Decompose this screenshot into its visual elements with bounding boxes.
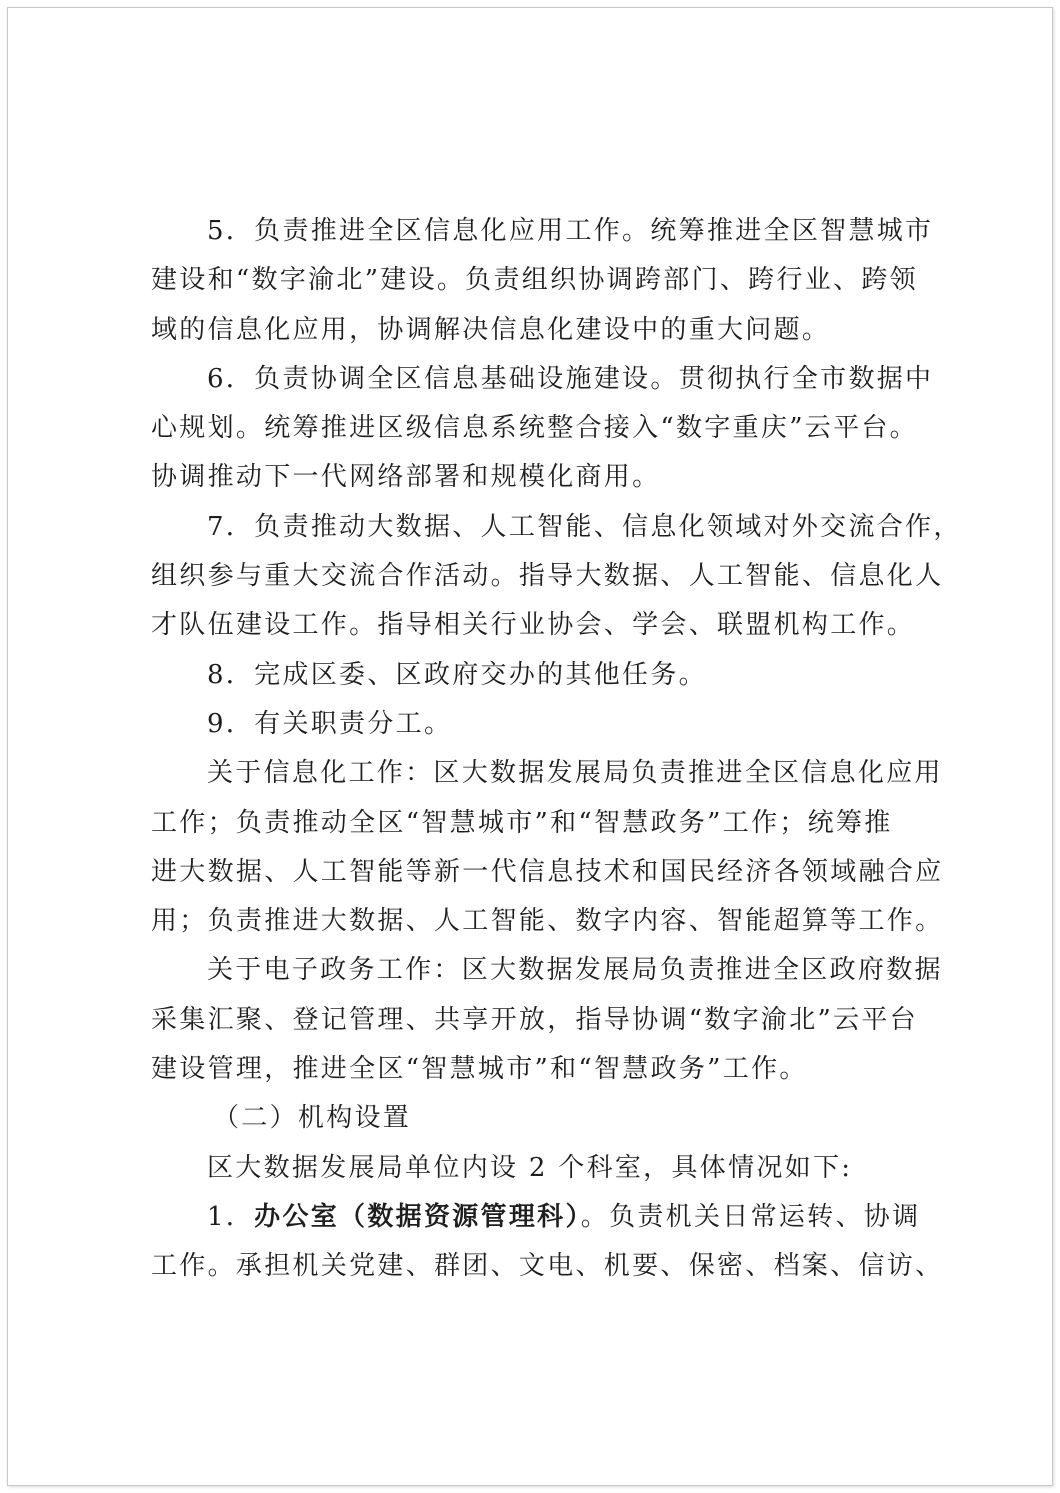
document-page [7, 7, 1053, 1486]
document-body [151, 207, 962, 1292]
section-heading: （二）机构设置 [213, 1103, 412, 1134]
paragraph-line: 工作；负责推动全区“智慧城市”和“智慧政务”工作；统筹推 [151, 807, 893, 838]
paragraph-line: 采集汇聚、登记管理、共享开放，指导协调“数字渝北”云平台 [151, 1004, 918, 1035]
paragraph-line: 8．完成区委、区政府交办的其他任务。 [207, 659, 707, 690]
paragraph-line: 关于电子政务工作：区大数据发展局负责推进全区政府数据 [207, 955, 943, 986]
paragraph-line: 进大数据、人工智能等新一代信息技术和国民经济各领域融合应 [151, 856, 944, 887]
paragraph-line: 区大数据发展局单位内设 2 个科室，具体情况如下: [207, 1152, 853, 1183]
item-text: 。负责机关日常运转、协调 [580, 1201, 921, 1232]
paragraph-line: 5．负责推进全区信息化应用工作。统筹推进全区智慧城市 [207, 216, 934, 246]
paragraph-line: 域的信息化应用，协调解决信息化建设中的重大问题。 [151, 314, 831, 345]
office-name: 办公室（数据资源管理科） [254, 1201, 581, 1232]
paragraph-line: 协调推动下一代网络部署和规模化商用。 [151, 462, 661, 493]
paragraph-line: 9．有关职责分工。 [207, 708, 453, 739]
paragraph-line: 才队伍建设工作。指导相关行业协会、学会、联盟机构工作。 [151, 610, 916, 641]
paragraph-line [151, 1193, 927, 1242]
paragraph-line: 7．负责推动大数据、人工智能、信息化领域对外交流合作， [207, 511, 962, 542]
paragraph-line: 建设管理，推进全区“智慧城市”和“智慧政务”工作。 [151, 1054, 808, 1085]
paragraph-line: 用；负责推进大数据、人工智能、数字内容、智能超算等工作。 [151, 906, 944, 937]
paragraph-line: 建设和“数字渝北”建设。负责组织协调跨部门、跨行业、跨领 [151, 265, 918, 296]
paragraph-line: 心规划。统筹推进区级信息系统整合接入“数字重庆”云平台。 [151, 413, 918, 444]
item-number: 1． [207, 1201, 255, 1232]
paragraph-line: 组织参与重大交流合作活动。指导大数据、人工智能、信息化人 [151, 561, 944, 592]
paragraph-line: 6．负责协调全区信息基础设施建设。贯彻执行全市数据中 [207, 363, 934, 394]
paragraph-line: 工作。承担机关党建、群团、文电、机要、保密、档案、信访、 [151, 1251, 944, 1282]
paragraph-line: 关于信息化工作：区大数据发展局负责推进全区信息化应用 [207, 758, 943, 789]
